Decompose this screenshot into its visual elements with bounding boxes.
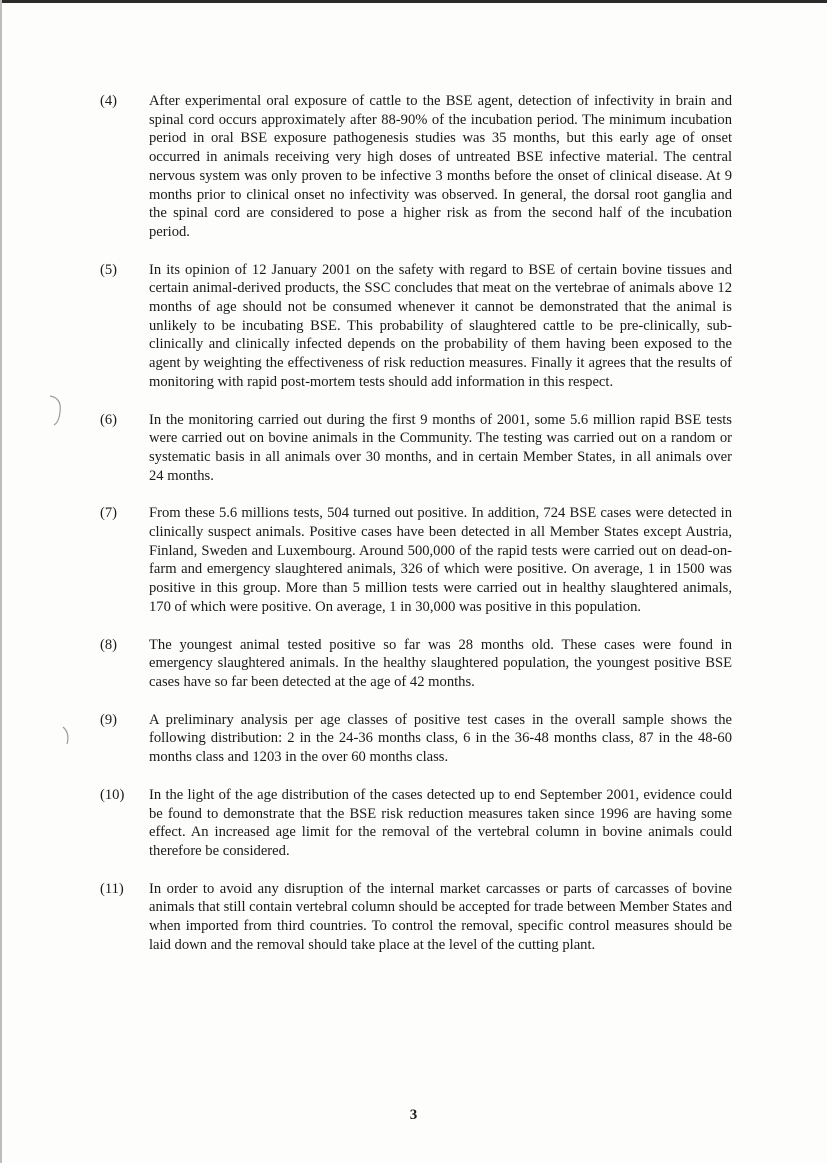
recital-text: In its opinion of 12 January 2001 on the safety with regard to BSE of certain bovine tissues and certain animal-derived products, the SSC concludes that meat on the vertebrae of animals above 12 months of age should not be consumed whenever it cannot be demonstrated that the animal is unlikely to be incubating BSE. This probability of slaughtered cattle to be pre-clinically, sub-clinically and clinically infected depends on the probability of them having been exposed to the agent by weighting the effectiveness of risk reduction measures. Finally it agrees that the results of monitoring with rapid post-mortem tests should add information in this respect. <box>149 261 732 390</box>
recital-text: The youngest animal tested positive so far was 28 months old. These cases were found in emergency slaughtered animals. In the healthy slaughtered population, the youngest positive BSE cases have so far been detected at the age of 42 months. <box>149 636 732 690</box>
recital-number: (11) <box>100 880 124 897</box>
recital-number: (7) <box>100 505 118 522</box>
recital-number: (10) <box>100 786 125 803</box>
recital-paragraph <box>0 636 827 692</box>
recital-paragraph <box>0 504 827 616</box>
recital-text: From these 5.6 millions tests, 504 turned out positive. In addition, 724 BSE cases were detected in clinically suspect animals. Positive cases have been detected in all Member States except Austria, Finland, Sweden and Luxembourg. Around 500,000 of the rapid tests were carried out on dead-on-farm and emergency slaughtered animals, 326 of which were positive. On average, 1 in 1500 was positive in this group. More than 5 million tests were carried out in healthy slaughtered animals, 170 of which were positive. On average, 1 in 30,000 was positive in this population. <box>149 505 732 615</box>
recital-text: In order to avoid any disruption of the internal market carcasses or parts of carcasses of bovine animals that still contain vertebral column should be accepted for trade between Member States and when imported from third countries. To control the removal, specific control measures should be laid down and the removal should take place at the level of the cutting plant. <box>149 880 732 953</box>
recital-paragraph <box>0 92 827 242</box>
recital-number: (5) <box>100 261 118 278</box>
recital-number: (9) <box>100 711 118 728</box>
recital-text: A preliminary analysis per age classes of positive test cases in the overall sample shows the following distribution: 2 in the 24-36 months class, 6 in the 36-48 months class, 87 in the 48-60 months class and 1203 in the over 60 months class. <box>149 711 732 766</box>
recital-text: After experimental oral exposure of cattle to the BSE agent, detection of infectivity in brain and spinal cord occurs approximately after 88-90% of the incubation period. The minimum incubation period in oral BSE exposure pathogenesis studies was 35 months, but this early age of onset occurred in animals receiving very high doses of untreated BSE infective material. The central nervous system was only proven to be infective 3 months before the onset of clinical disease. At 9 months prior to clinical onset no infectivity was observed. In general, the dorsal root ganglia and the spinal cord are considered to pose a higher risk as from the second half of the incubation period. <box>149 93 732 240</box>
recital-text: In the monitoring carried out during the first 9 months of 2001, some 5.6 million rapid BSE tests were carried out on bovine animals in the Community. The testing was carried out on a random or systematic basis in all animals over 30 months, and in certain Member States, in all animals over 24 months. <box>149 411 732 484</box>
page-number: 3 <box>409 1107 418 1123</box>
scan-top-border <box>0 0 827 3</box>
recital-paragraph <box>0 711 827 767</box>
recital-number: (6) <box>100 411 118 428</box>
recitals-list <box>0 92 827 973</box>
recital-number: (8) <box>100 636 118 653</box>
recital-paragraph <box>0 261 827 392</box>
recital-paragraph <box>0 786 827 861</box>
recital-text: In the light of the age distribution of the cases detected up to end September 2001, evidence could be found to demonstrate that the BSE risk reduction measures taken since 1996 are having some effect. An increased age limit for the removal of the vertebral column in bovine animals could therefore be considered. <box>149 786 732 859</box>
recital-number: (4) <box>100 93 118 109</box>
recital-paragraph <box>0 411 827 486</box>
recital-paragraph <box>0 880 827 955</box>
